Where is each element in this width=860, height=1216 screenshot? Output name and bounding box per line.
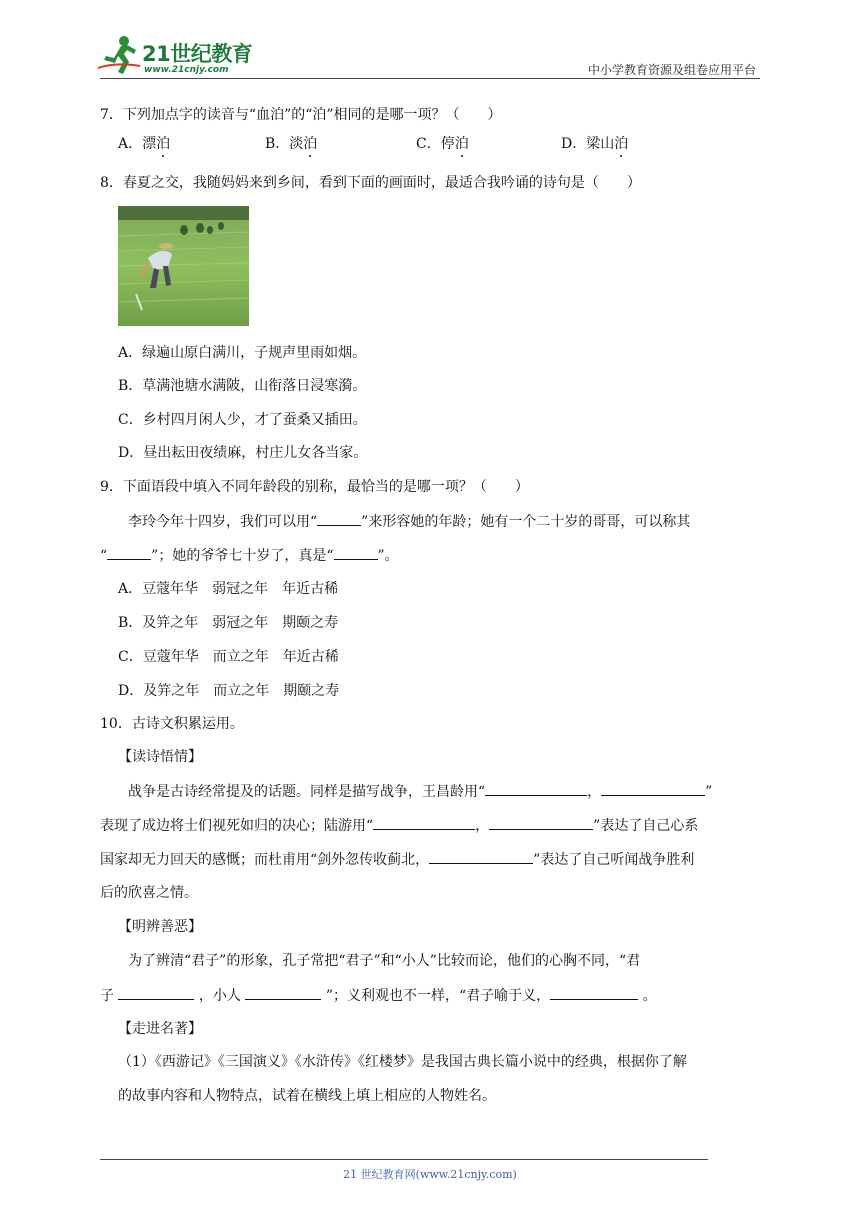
poetry-blank-2	[601, 781, 705, 796]
poetry-blank-1	[485, 781, 587, 796]
runner-logo-icon	[96, 34, 142, 78]
poetry-line-1: 战争是古诗经常提及的话题。同样是描写战争，王昌龄用“ ， ”	[128, 781, 712, 802]
ethics-blank-1	[118, 985, 194, 1000]
header-divider	[100, 78, 760, 79]
q9-stem: 9．下面语段中填入不同年龄段的别称，最恰当的是哪一项？（ ）	[100, 479, 529, 495]
q9-paragraph-line-2: “ ”；她的爷爷七十岁了，真是“ ”。	[100, 545, 399, 566]
q9-option-c: C．豆蔻年华 而立之年 年近古稀	[118, 649, 339, 665]
q8-option-d: D．昼出耘田夜绩麻，村庄儿女各当家。	[118, 445, 368, 461]
section-title-classics: 【走进名著】	[118, 1021, 202, 1037]
section-title-ethics: 【明辨善恶】	[118, 919, 202, 935]
classics-line-2: 的故事内容和人物特点，试着在横线上填上相应的人物姓名。	[118, 1088, 496, 1104]
ethics-line-1: 为了辨清“君子”的形象，孔子常把“君子”和“小人”比较而论，他们的心胸不同，“君	[128, 953, 641, 969]
poetry-line-4: 后的欣喜之情。	[100, 885, 198, 901]
q8-stem: 8．春夏之交，我随妈妈来到乡间，看到下面的画面时，最适合我吟诵的诗句是（ ）	[100, 175, 641, 191]
section-title-poetry: 【读诗悟情】	[118, 749, 202, 765]
q9-blank-3	[334, 545, 378, 560]
logo-text: 21世纪教育	[142, 42, 253, 66]
poetry-blank-4	[489, 815, 593, 830]
q9-option-a: A．豆蔻年华 弱冠之年 年近古稀	[118, 581, 339, 597]
footer-divider	[100, 1159, 708, 1160]
q8-option-c: C．乡村四月闲人少，才了蚕桑又插田。	[118, 412, 367, 428]
rice-planting-photo	[118, 206, 249, 326]
q8-option-b: B．草满池塘水满陂，山衔落日浸寒漪。	[118, 378, 367, 394]
q9-blank-1	[317, 511, 361, 526]
q7-option-d: D．梁山泊	[561, 136, 629, 152]
q9-blank-2	[107, 545, 151, 560]
q7-stem: 7．下列加点字的读音与“血泊”的“泊”相同的是哪一项？（ ）	[100, 107, 502, 123]
poetry-blank-5	[429, 849, 533, 864]
ethics-blank-3	[550, 985, 638, 1000]
ethics-line-2: 子 ，小人 ”；义利观也不一样，“君子喻于义， 。	[100, 985, 657, 1006]
footer-link[interactable]: 21 世纪教育网(www.21cnjy.com)	[343, 1168, 517, 1181]
poetry-blank-3	[373, 815, 475, 830]
q9-option-b: B．及笄之年 弱冠之年 期颐之寿	[118, 615, 339, 631]
q7-option-a: A．漂泊	[118, 136, 171, 152]
ethics-blank-2	[245, 985, 321, 1000]
q10-stem: 10．古诗文积累运用。	[100, 716, 244, 732]
poetry-line-3: 国家却无力回天的感慨；而杜甫用“剑外忽传收蓟北， ”表达了自己听闻战争胜利	[100, 849, 694, 870]
header-platform-name: 中小学教育资源及组卷应用平台	[587, 63, 756, 77]
q7-option-b: B．淡泊	[265, 136, 318, 152]
poetry-line-2: 表现了成边将士们视死如归的决心；陆游用“ ， ”表达了自己心系	[100, 815, 698, 836]
q9-option-d: D．及笄之年 而立之年 期颐之寿	[118, 683, 340, 699]
q9-paragraph-line-1: 李玲今年十四岁，我们可以用“ ”来形容她的年龄；她有一个二十岁的哥哥，可以称其	[128, 511, 690, 532]
logo-url: www.21cnjy.com	[144, 65, 229, 75]
q7-option-c: C．停泊	[416, 136, 469, 152]
q8-option-a: A．绿遍山原白满川，子规声里雨如烟。	[118, 345, 367, 361]
site-logo	[96, 34, 276, 80]
classics-line-1: （1）《西游记》《三国演义》《水浒传》《红楼梦》是我国古典长篇小说中的经典，根据你了解	[118, 1054, 687, 1070]
